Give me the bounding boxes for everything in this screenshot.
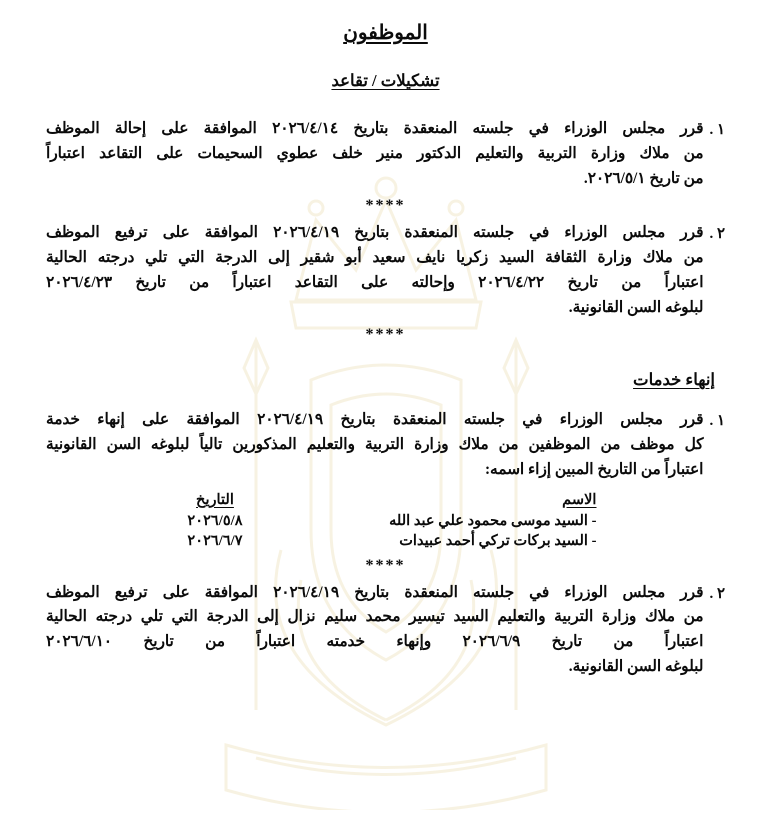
section-heading-inha-khadamat: إنهاء خدمات xyxy=(633,370,715,390)
item-line: من تاريخ ٢٠٢٦/٥/١. xyxy=(583,169,704,187)
employees-table xyxy=(171,491,601,551)
item-line: قرر مجلس الوزراء في جلسته المنعقدة بتاريخ ٢٠٢٦/٤/١٩ الموافقة على ترفيع الموظف xyxy=(46,583,704,601)
list-item xyxy=(46,117,725,191)
separator: **** xyxy=(365,556,406,574)
item-text xyxy=(46,117,703,191)
item-line: لبلوغه السن القانونية. xyxy=(568,298,704,316)
cell-name: - السيد موسى محمود علي عبد الله xyxy=(389,512,597,529)
column-header-date: التاريخ xyxy=(196,491,234,508)
item-line: اعتباراً من تاريخ ٢٠٢٦/٤/٢٢ وإحالته على التقاعد اعتباراً من تاريخ ٢٠٢٦/٤/٢٣ xyxy=(46,273,704,291)
separator: **** xyxy=(365,326,406,344)
cell-date: ٢٠٢٦/٦/٧ xyxy=(187,532,243,549)
cell-name: - السيد بركات تركي أحمد عبيدات xyxy=(399,532,597,549)
item-text xyxy=(46,221,703,320)
column-header-name: الاسم xyxy=(562,491,597,508)
list-item xyxy=(46,221,725,320)
item-line: قرر مجلس الوزراء في جلسته المنعقدة بتاريخ ٢٠٢٦/٤/١٩ الموافقة على ترفيع الموظف xyxy=(46,224,704,242)
section-heading-tashkilat: تشكيلات / تقاعد xyxy=(331,71,440,90)
item-line: من ملاك وزارة التربية والتعليم الدكتور منير خلف عطوي السحيمات على التقاعد اعتباراً xyxy=(46,144,704,162)
list-item xyxy=(46,408,725,482)
item-text xyxy=(46,581,703,680)
item-line: قرر مجلس الوزراء في جلسته المنعقدة بتاريخ ٢٠٢٦/٤/١٩ الموافقة على إنهاء خدمة xyxy=(46,411,704,429)
cell-date: ٢٠٢٦/٥/٨ xyxy=(187,512,243,529)
table-header-row xyxy=(171,491,601,511)
item-line: اعتباراً من التاريخ المبين إزاء اسمه: xyxy=(484,460,704,478)
item-line: اعتباراً من تاريخ ٢٠٢٦/٦/٩ وإنهاء خدمته اعتباراً من تاريخ ٢٠٢٦/٦/١٠ xyxy=(46,633,704,651)
separator: **** xyxy=(365,197,406,215)
item-line: من ملاك وزارة الثقافة السيد زكريا نايف سعيد أبو شقير إلى الدرجة التي تلي درجته الحالية xyxy=(46,249,704,267)
item-number: ٢ . xyxy=(709,226,725,243)
item-line: من ملاك وزارة التربية والتعليم السيد تيسير محمد سليم نزال إلى الدرجة التي تلي درجته الحالية xyxy=(46,608,704,626)
item-text xyxy=(46,408,703,482)
item-line: قرر مجلس الوزراء في جلسته المنعقدة بتاريخ ٢٠٢٦/٤/١٤ الموافقة على إحالة الموظف xyxy=(46,120,704,137)
item-number: ١ . xyxy=(709,122,725,138)
table-row xyxy=(171,531,601,551)
item-number: ١ . xyxy=(709,413,725,430)
item-line: لبلوغه السن القانونية. xyxy=(568,657,704,675)
page-title: الموظفون xyxy=(343,22,428,44)
item-line: كل موظف من الموظفين من ملاك وزارة التربية والتعليم المذكورين تالياً لبلوغه السن القانونية xyxy=(46,436,704,454)
list-item xyxy=(46,581,725,680)
table-row xyxy=(171,511,601,531)
item-number: ٢ . xyxy=(709,585,725,602)
